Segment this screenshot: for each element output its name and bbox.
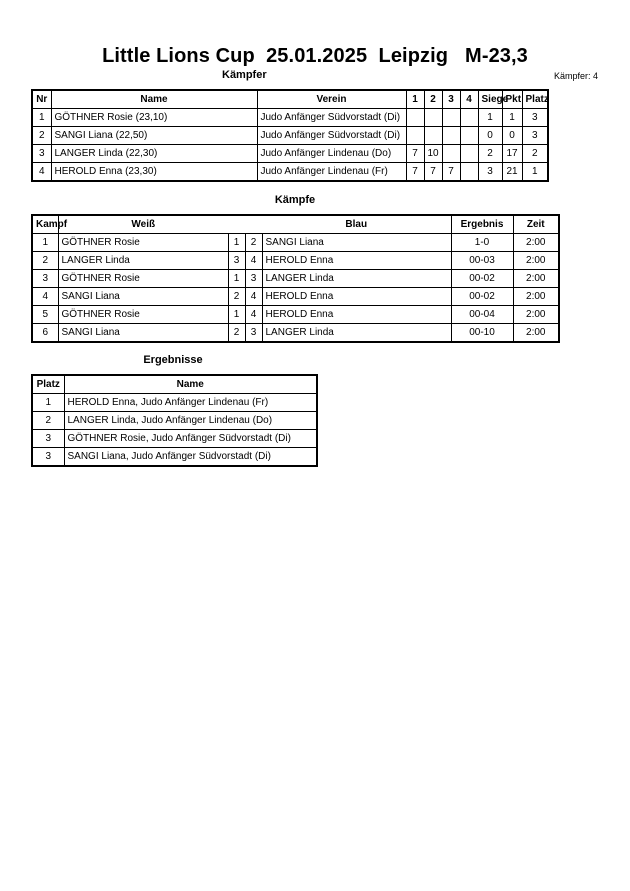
fighter-count-value: 4 (592, 71, 598, 81)
cell-kampf: 1 (32, 234, 58, 252)
cell-verein: Judo Anfänger Südvorstadt (Di) (257, 109, 406, 127)
cell-verein: Judo Anfänger Südvorstadt (Di) (257, 127, 406, 145)
cell-s4 (460, 145, 478, 163)
cell-s3 (442, 109, 460, 127)
col-siege: Siege (478, 90, 502, 109)
table-row (32, 412, 317, 430)
cell-blau-nr: 4 (245, 252, 262, 270)
cell-platz: 1 (32, 394, 64, 412)
col-platz: Platz (522, 90, 548, 109)
cell-blau: HEROLD Enna (262, 252, 451, 270)
ergebnisse-header-row (32, 375, 317, 394)
kaempfe-section-title: Kämpfe (274, 194, 316, 206)
cell-s2 (424, 109, 442, 127)
kaempfer-header-row (32, 90, 548, 109)
col-verein: Verein (257, 90, 406, 109)
cell-weiss: GÖTHNER Rosie (58, 270, 228, 288)
cell-platz: 3 (32, 448, 64, 467)
cell-kampf: 6 (32, 324, 58, 343)
cell-ergebnis: 00-04 (451, 306, 513, 324)
cell-blau: LANGER Linda (262, 324, 451, 343)
cell-weiss: SANGI Liana (58, 288, 228, 306)
cell-weiss: GÖTHNER Rosie (58, 306, 228, 324)
fighter-count-label: Kämpfer: (553, 71, 591, 81)
cell-pkt: 17 (502, 145, 522, 163)
col-3: 3 (442, 90, 460, 109)
cell-weiss-nr: 1 (228, 306, 245, 324)
cell-blau: LANGER Linda (262, 270, 451, 288)
kaempfer-table (31, 89, 549, 182)
col-2: 2 (424, 90, 442, 109)
cell-pkt: 21 (502, 163, 522, 182)
cell-name: GÖTHNER Rosie, Judo Anfänger Südvorstadt (Di) (64, 430, 317, 448)
cell-blau: HEROLD Enna (262, 288, 451, 306)
table-row (32, 145, 548, 163)
cell-zeit: 2:00 (513, 306, 559, 324)
ergebnisse-section-title: Ergebnisse (143, 354, 203, 366)
cell-nr: 4 (32, 163, 51, 182)
cell-name: GÖTHNER Rosie (23,10) (51, 109, 257, 127)
cell-ergebnis: 00-02 (451, 270, 513, 288)
col-name: Name (51, 90, 257, 109)
col-weiss-nr (228, 215, 245, 234)
cell-nr: 1 (32, 109, 51, 127)
table-row (32, 324, 559, 343)
cell-s1 (406, 109, 424, 127)
table-row (32, 252, 559, 270)
col-nr: Nr (32, 90, 51, 109)
cell-blau-nr: 3 (245, 324, 262, 343)
col-pkt: Pkt (502, 90, 522, 109)
cell-zeit: 2:00 (513, 288, 559, 306)
cell-siege: 2 (478, 145, 502, 163)
cell-zeit: 2:00 (513, 252, 559, 270)
cell-platz: 3 (522, 109, 548, 127)
cell-ergebnis: 00-03 (451, 252, 513, 270)
cell-s4 (460, 109, 478, 127)
cell-s1: 7 (406, 145, 424, 163)
cell-zeit: 2:00 (513, 270, 559, 288)
cell-pkt: 1 (502, 109, 522, 127)
cell-blau-nr: 3 (245, 270, 262, 288)
table-row (32, 448, 317, 467)
cell-name: LANGER Linda, Judo Anfänger Lindenau (Do) (64, 412, 317, 430)
col-weiss: Weiß (58, 215, 228, 234)
cell-blau-nr: 4 (245, 306, 262, 324)
cell-platz: 2 (522, 145, 548, 163)
col-blau-nr (245, 215, 262, 234)
cell-s3 (442, 127, 460, 145)
cell-weiss-nr: 3 (228, 252, 245, 270)
cell-weiss-nr: 1 (228, 270, 245, 288)
col-platz: Platz (32, 375, 64, 394)
cell-weiss: LANGER Linda (58, 252, 228, 270)
col-blau: Blau (262, 215, 451, 234)
cell-weiss: GÖTHNER Rosie (58, 234, 228, 252)
cell-blau: SANGI Liana (262, 234, 451, 252)
table-row (32, 394, 317, 412)
kaempfe-header-row (32, 215, 559, 234)
kaempfer-section-title: Kämpfer (222, 69, 267, 81)
cell-s2: 10 (424, 145, 442, 163)
cell-s4 (460, 163, 478, 182)
cell-name: LANGER Linda (22,30) (51, 145, 257, 163)
table-row (32, 288, 559, 306)
table-row (32, 234, 559, 252)
cell-s1 (406, 127, 424, 145)
cell-blau-nr: 2 (245, 234, 262, 252)
table-row (32, 306, 559, 324)
cell-kampf: 5 (32, 306, 58, 324)
col-name: Name (64, 375, 317, 394)
table-row (32, 127, 548, 145)
col-zeit: Zeit (513, 215, 559, 234)
ergebnisse-table (31, 374, 318, 467)
cell-verein: Judo Anfänger Lindenau (Do) (257, 145, 406, 163)
cell-blau: HEROLD Enna (262, 306, 451, 324)
col-4: 4 (460, 90, 478, 109)
cell-kampf: 4 (32, 288, 58, 306)
kaempfe-table (31, 214, 560, 343)
cell-weiss: SANGI Liana (58, 324, 228, 343)
cell-platz: 3 (522, 127, 548, 145)
cell-s4 (460, 127, 478, 145)
cell-s2 (424, 127, 442, 145)
fighter-count (554, 71, 598, 81)
cell-siege: 0 (478, 127, 502, 145)
cell-pkt: 0 (502, 127, 522, 145)
col-1: 1 (406, 90, 424, 109)
col-ergebnis: Ergebnis (451, 215, 513, 234)
cell-ergebnis: 00-02 (451, 288, 513, 306)
table-row (32, 270, 559, 288)
table-row (32, 430, 317, 448)
cell-weiss-nr: 2 (228, 324, 245, 343)
cell-s3: 7 (442, 163, 460, 182)
cell-s3 (442, 145, 460, 163)
cell-platz: 1 (522, 163, 548, 182)
cell-name: HEROLD Enna (23,30) (51, 163, 257, 182)
cell-ergebnis: 00-10 (451, 324, 513, 343)
table-row (32, 109, 548, 127)
cell-s1: 7 (406, 163, 424, 182)
cell-siege: 3 (478, 163, 502, 182)
cell-nr: 2 (32, 127, 51, 145)
cell-nr: 3 (32, 145, 51, 163)
page-title: Little Lions Cup 25.01.2025 Leipzig M-23,3 (102, 45, 528, 67)
cell-name: HEROLD Enna, Judo Anfänger Lindenau (Fr) (64, 394, 317, 412)
cell-s2: 7 (424, 163, 442, 182)
cell-verein: Judo Anfänger Lindenau (Fr) (257, 163, 406, 182)
table-row (32, 163, 548, 182)
cell-zeit: 2:00 (513, 324, 559, 343)
cell-siege: 1 (478, 109, 502, 127)
cell-ergebnis: 1-0 (451, 234, 513, 252)
col-kampf: Kampf (32, 215, 58, 234)
cell-kampf: 2 (32, 252, 58, 270)
cell-platz: 3 (32, 430, 64, 448)
cell-blau-nr: 4 (245, 288, 262, 306)
cell-kampf: 3 (32, 270, 58, 288)
cell-zeit: 2:00 (513, 234, 559, 252)
cell-weiss-nr: 2 (228, 288, 245, 306)
cell-weiss-nr: 1 (228, 234, 245, 252)
cell-name: SANGI Liana (22,50) (51, 127, 257, 145)
cell-name: SANGI Liana, Judo Anfänger Südvorstadt (Di) (64, 448, 317, 467)
cell-platz: 2 (32, 412, 64, 430)
